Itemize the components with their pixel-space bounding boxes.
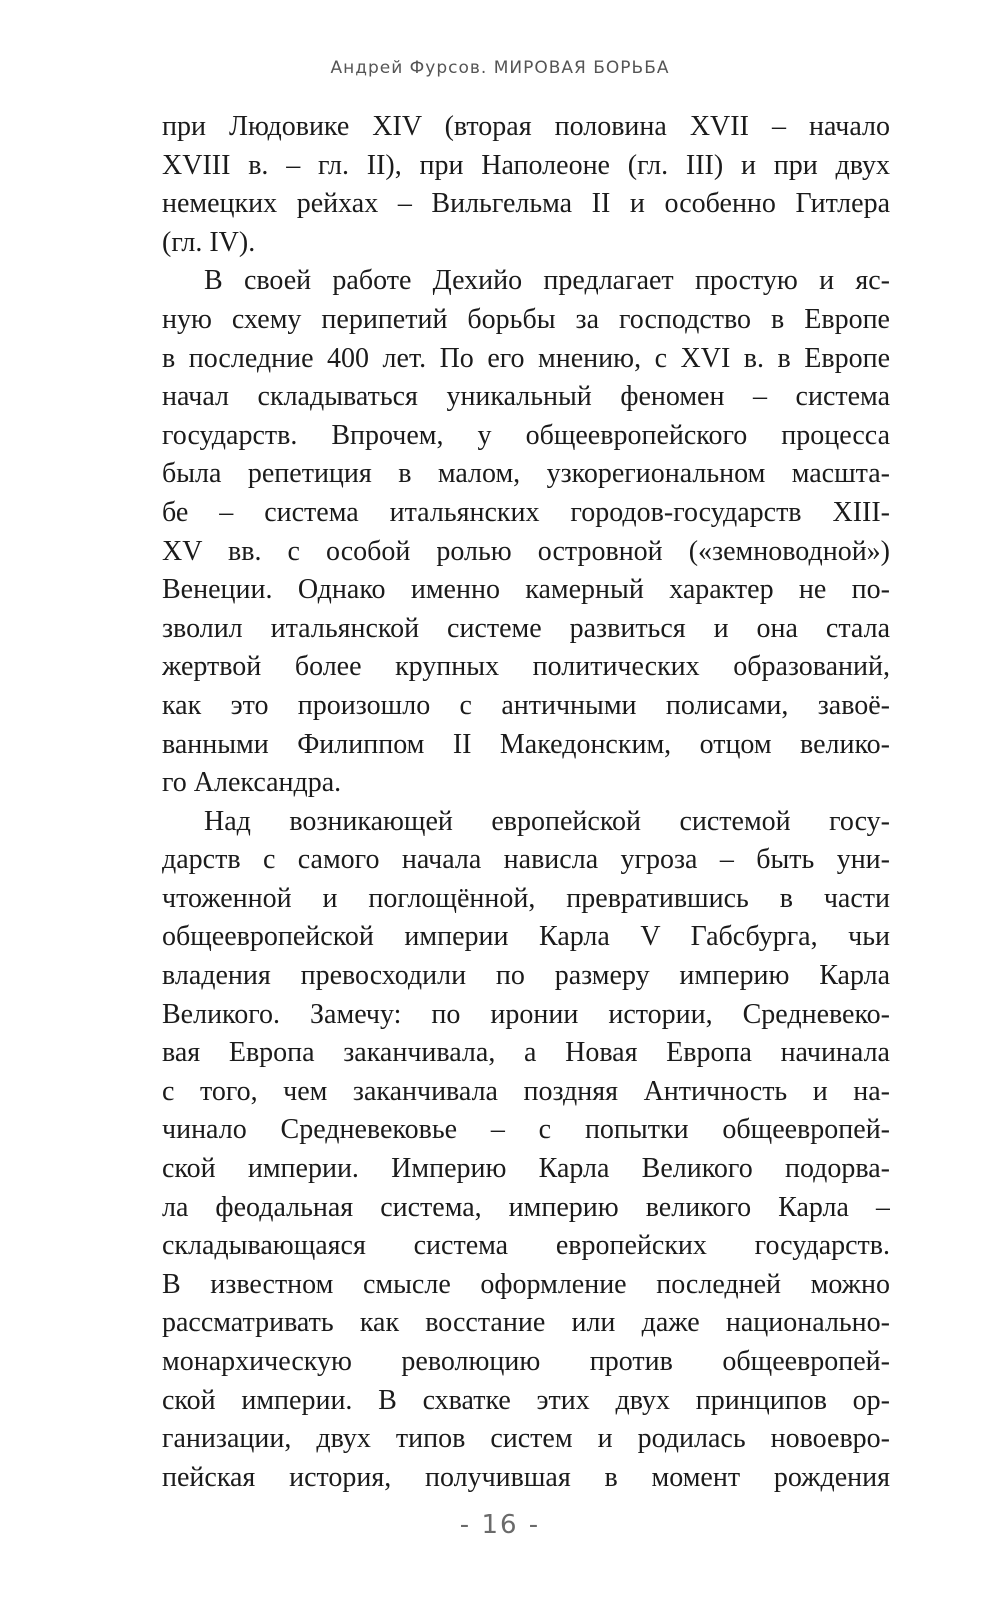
text-line: пейская история, получившая в момент рождения: [162, 1461, 890, 1493]
text-line: была репетиция в малом, узкорегиональном масшта-: [162, 458, 890, 490]
text-line: немецких рейхах – Вильгельма II и особенно Гитлера: [162, 188, 890, 220]
text-line: при Людовике XIV (вторая половина XVII – начало: [162, 111, 890, 142]
text-line: ную схему перипетий борьбы за господство в Европе: [162, 303, 890, 335]
text-line: XV вв. с особой ролью островной («земноводной»): [162, 535, 890, 567]
text-line: ганизации, двух типов систем и родилась новоевро-: [162, 1423, 890, 1455]
text-line: ской империи. Империю Карла Великого подорва-: [162, 1153, 890, 1185]
text-line: вая Европа заканчивала, а Новая Европа начинала: [162, 1037, 890, 1069]
text-line: чтоженной и поглощённой, превратившись в части: [162, 882, 890, 914]
text-line: Над возникающей европейской системой госу-: [204, 805, 890, 837]
text-line: ской империи. В схватке этих двух принципов ор-: [162, 1384, 890, 1416]
text-line: складывающаяся система европейских государств.: [162, 1230, 890, 1262]
running-head-author: Андрей Фурсов.: [330, 58, 488, 78]
body-text: [162, 108, 890, 1497]
paragraph: [162, 803, 890, 1498]
text-line: общеевропейской империи Карла V Габсбурга, чьи: [162, 921, 890, 953]
text-line: дарств с самого начала нависла угроза – быть уни-: [162, 844, 890, 876]
paragraph: [162, 262, 890, 802]
text-line: В своей работе Дехийо предлагает простую и яс-: [204, 265, 890, 297]
text-line: государств. Впрочем, у общеевропейского процесса: [162, 419, 890, 451]
text-line: XVIII в. – гл. II), при Наполеоне (гл. III) и при двух: [162, 149, 890, 181]
text-line: го Александра.: [162, 767, 342, 799]
text-line: с того, чем заканчивала поздняя Античность и на-: [162, 1075, 890, 1107]
page-number: - 16 -: [459, 1510, 541, 1540]
text-line: жертвой более крупных политических образований,: [162, 651, 890, 683]
text-line: как это произошло с античными полисами, завоё-: [162, 689, 890, 721]
text-line: владения превосходили по размеру империю Карла: [162, 960, 890, 992]
text-line: рассматривать как восстание или даже национально-: [162, 1307, 890, 1339]
running-head: [0, 58, 1000, 78]
paragraph: [162, 108, 890, 262]
text-line: Венеции. Однако именно камерный характер не по-: [162, 574, 890, 606]
text-line: монархическую революцию против общеевропей-: [162, 1346, 890, 1377]
text-line: чинало Средневековье – с попытки общеевропей-: [162, 1114, 890, 1146]
text-line: ла феодальная система, империю великого Карла –: [162, 1191, 890, 1223]
text-line: В известном смысле оформление последней можно: [162, 1268, 890, 1300]
text-line: (гл. IV).: [162, 226, 256, 258]
text-line: ванными Филиппом II Македонским, отцом велико-: [162, 728, 890, 760]
text-line: бе – система итальянских городов-государств XIII-: [162, 496, 890, 528]
text-line: начал складываться уникальный феномен – система: [162, 381, 890, 413]
text-line: зволил итальянской системе развиться и она стала: [162, 612, 890, 644]
running-head-title: МИРОВАЯ БОРЬБА: [493, 58, 670, 78]
text-line: Великого. Замечу: по иронии истории, Средневеко-: [162, 998, 890, 1030]
text-line: в последние 400 лет. По его мнению, с XVI в. в Европе: [162, 342, 890, 374]
